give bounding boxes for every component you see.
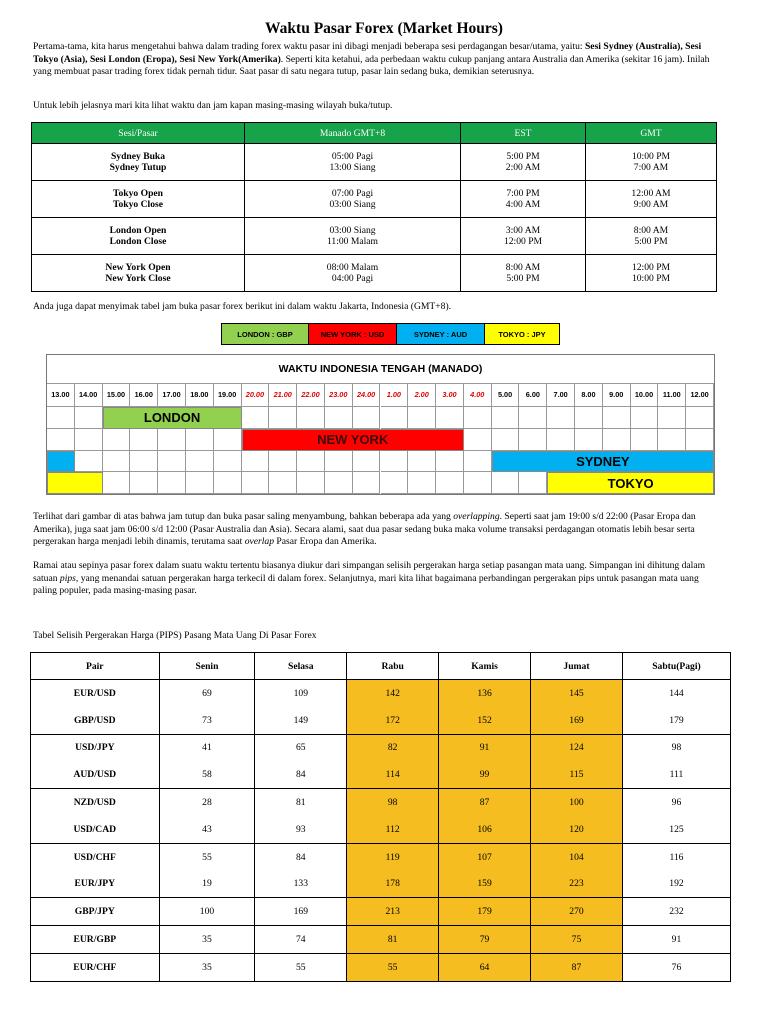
schedule-cell — [75, 451, 103, 473]
schedule-cell — [242, 472, 270, 494]
schedule-cell — [269, 472, 297, 494]
sessions-cell — [245, 255, 461, 292]
legend-item: TOKYO : JPY — [485, 324, 559, 344]
sessions-table — [31, 122, 717, 292]
schedule-cell — [297, 407, 325, 429]
hour-cell: 3.00 — [436, 383, 464, 407]
pips-value-cell: 133 — [255, 871, 347, 898]
pips-value-cell: 99 — [439, 761, 531, 788]
schedule-cell — [381, 472, 409, 494]
hour-cell: 19.00 — [214, 383, 242, 407]
sessions-cell — [32, 255, 245, 292]
schedule-cell — [686, 407, 714, 429]
schedule-cell — [408, 451, 436, 473]
schedule-cell — [103, 429, 131, 451]
sessions-cell-line: 5:00 PM — [506, 273, 540, 284]
schedule-cell — [158, 451, 186, 473]
sessions-cell-line: 13:00 Siang — [329, 162, 376, 173]
page-title: Waktu Pasar Forex (Market Hours) — [265, 20, 503, 37]
session-bar: TOKYO — [547, 472, 714, 494]
pips-pair-cell: NZD/USD — [31, 789, 160, 816]
pips-pair-cell: GBP/JPY — [31, 898, 160, 926]
schedule-cell — [269, 451, 297, 473]
pips-value-cell: 98 — [622, 734, 730, 761]
sessions-header-row — [32, 123, 717, 144]
schedule-cell — [214, 451, 242, 473]
pips-value-cell: 179 — [439, 898, 531, 926]
pips-value-cell: 192 — [622, 871, 730, 898]
sessions-cell — [245, 218, 461, 255]
pips-value-cell: 35 — [159, 953, 255, 981]
sessions-cell-line: 12:00 AM — [631, 187, 671, 199]
hour-cell: 17.00 — [158, 383, 186, 407]
sessions-header-cell: GMT — [586, 123, 717, 144]
sessions-cell-line: 3:00 AM — [505, 224, 541, 236]
pips-value-cell: 119 — [347, 843, 439, 870]
hour-cell: 18.00 — [186, 383, 214, 407]
pips-row — [31, 680, 731, 707]
pips-header-cell: Rabu — [347, 653, 439, 680]
overlap-text-c: Pasar Eropa dan Amerika. — [274, 536, 377, 547]
sessions-cell — [461, 144, 586, 181]
pips-value-cell: 35 — [159, 926, 255, 954]
pips-value-cell: 79 — [439, 926, 531, 954]
hour-cell: 10.00 — [631, 383, 659, 407]
pips-value-cell: 114 — [347, 761, 439, 788]
schedule-cell — [297, 472, 325, 494]
pips-value-cell: 112 — [347, 816, 439, 843]
sessions-cell-line: 07:00 Pagi — [331, 187, 374, 199]
sessions-cell — [32, 144, 245, 181]
hour-cell: 21.00 — [269, 383, 297, 407]
pips-value-cell: 100 — [531, 789, 623, 816]
pips-pair-cell: USD/CAD — [31, 816, 160, 843]
pips-value-cell: 107 — [439, 843, 531, 870]
pips-value-cell: 41 — [159, 734, 255, 761]
schedule-cell — [464, 429, 492, 451]
market-schedule-grid — [46, 354, 715, 495]
schedule-cell — [75, 429, 103, 451]
session-bar: NEW YORK — [242, 429, 464, 451]
sessions-row — [32, 144, 717, 181]
pips-row — [31, 898, 731, 926]
hour-cell: 8.00 — [575, 383, 603, 407]
legend-item: LONDON : GBP — [222, 324, 309, 344]
pips-value-cell: 81 — [347, 926, 439, 954]
session-bar: LONDON — [103, 407, 242, 429]
pips-row — [31, 761, 731, 788]
sessions-cell-line: 2:00 AM — [505, 162, 541, 173]
sessions-cell-line: 9:00 AM — [633, 199, 669, 210]
pips-value-cell: 65 — [255, 734, 347, 761]
pips-value-cell: 270 — [531, 898, 623, 926]
pips-value-cell: 75 — [531, 926, 623, 954]
pips-row — [31, 953, 731, 981]
sessions-cell-line: New York Close — [105, 273, 171, 284]
pips-value-cell: 93 — [255, 816, 347, 843]
pips-pair-cell: USD/JPY — [31, 734, 160, 761]
pips-value-cell: 91 — [439, 734, 531, 761]
sessions-cell — [461, 218, 586, 255]
sessions-header-cell: Manado GMT+8 — [245, 123, 461, 144]
pips-header-cell: Sabtu(Pagi) — [622, 653, 730, 680]
pips-value-cell: 96 — [622, 789, 730, 816]
sessions-cell-line: London Close — [109, 236, 167, 247]
hour-cell: 2.00 — [408, 383, 436, 407]
schedule-cell — [130, 429, 158, 451]
sessions-row — [32, 218, 717, 255]
legend-item: SYDNEY : AUD — [397, 324, 485, 344]
pips-value-cell: 172 — [347, 707, 439, 734]
pips-header-cell: Selasa — [255, 653, 347, 680]
schedule-cell — [381, 407, 409, 429]
schedule-cell — [519, 429, 547, 451]
pips-pair-cell: AUD/USD — [31, 761, 160, 788]
pips-value-cell: 100 — [159, 898, 255, 926]
sessions-cell-line: New York Open — [105, 261, 171, 273]
sessions-cell-line: 05:00 Pagi — [331, 150, 374, 162]
schedule-cell — [603, 429, 631, 451]
pips-value-cell: 179 — [622, 707, 730, 734]
pips-value-cell: 84 — [255, 843, 347, 870]
schedule-cell — [214, 472, 242, 494]
schedule-cell — [158, 429, 186, 451]
pips-value-cell: 169 — [255, 898, 347, 926]
pips-value-cell: 69 — [159, 680, 255, 707]
pips-pair-cell: EUR/GBP — [31, 926, 160, 954]
schedule-cell — [186, 472, 214, 494]
pips-value-cell: 28 — [159, 789, 255, 816]
sessions-cell-line: Tokyo Close — [112, 199, 164, 210]
hour-cell: 1.00 — [381, 383, 409, 407]
sessions-cell-line: 03:00 Siang — [329, 199, 376, 210]
pips-value-cell: 149 — [255, 707, 347, 734]
pips-value-cell: 55 — [255, 953, 347, 981]
sessions-cell — [461, 255, 586, 292]
sessions-cell-line: Sydney Buka — [110, 150, 166, 162]
hour-cell: 16.00 — [130, 383, 158, 407]
schedule-cell — [269, 407, 297, 429]
pips-pair-cell: EUR/CHF — [31, 953, 160, 981]
pips-header-row — [31, 653, 731, 680]
pips-value-cell: 55 — [159, 843, 255, 870]
schedule-cell — [325, 472, 353, 494]
pips-value-cell: 125 — [622, 816, 730, 843]
pips-value-cell: 55 — [347, 953, 439, 981]
pips-value-cell: 232 — [622, 898, 730, 926]
hour-cell: 22.00 — [297, 383, 325, 407]
pips-value-cell: 178 — [347, 871, 439, 898]
pips-row — [31, 816, 731, 843]
schedule-cell — [47, 407, 75, 429]
schedule-cell — [47, 429, 75, 451]
hour-cell: 15.00 — [103, 383, 131, 407]
sessions-cell-line: 5:00 PM — [506, 150, 540, 162]
pips-value-cell: 98 — [347, 789, 439, 816]
hour-cell: 24.00 — [353, 383, 381, 407]
sessions-cell — [586, 218, 717, 255]
sessions-cell-line: 7:00 AM — [633, 162, 669, 173]
pips-pair-cell: USD/CHF — [31, 843, 160, 870]
sessions-cell-line: 8:00 AM — [633, 224, 669, 236]
pips-header-cell: Senin — [159, 653, 255, 680]
sessions-cell — [461, 181, 586, 218]
sessions-cell-line: 10:00 PM — [631, 150, 671, 162]
pips-value-cell: 136 — [439, 680, 531, 707]
schedule-cell — [436, 451, 464, 473]
pips-value-cell: 87 — [531, 953, 623, 981]
sessions-cell-line: 8:00 AM — [505, 261, 541, 273]
schedule-cell — [297, 451, 325, 473]
pips-value-cell: 84 — [255, 761, 347, 788]
hour-cell: 9.00 — [603, 383, 631, 407]
hour-cell: 20.00 — [242, 383, 270, 407]
pips-value-cell: 73 — [159, 707, 255, 734]
schedule-cell — [242, 451, 270, 473]
pips-header-cell: Jumat — [531, 653, 623, 680]
schedule-cell — [325, 407, 353, 429]
schedule-cell — [492, 407, 520, 429]
sessions-header-cell: Sesi/Pasar — [32, 123, 245, 144]
pips-row — [31, 707, 731, 734]
pips-value-cell: 104 — [531, 843, 623, 870]
schedule-cell — [436, 407, 464, 429]
schedule-cell — [519, 407, 547, 429]
schedule-intro: Anda juga dapat menyimak tabel jam buka pasar forex berikut ini dalam waktu Jakarta, Indonesia (GMT+8). — [33, 301, 452, 312]
schedule-cell — [103, 472, 131, 494]
sessions-cell-line: 12:00 PM — [503, 236, 543, 247]
schedule-cell — [130, 472, 158, 494]
session-bar: SYDNEY — [492, 451, 714, 473]
schedule-cell — [353, 472, 381, 494]
pips-value-cell: 43 — [159, 816, 255, 843]
hour-cell: 6.00 — [519, 383, 547, 407]
sessions-cell-line: 08:00 Malam — [326, 261, 379, 273]
pips-row — [31, 734, 731, 761]
market-legend — [221, 323, 560, 345]
schedule-cell — [492, 429, 520, 451]
schedule-cell — [547, 407, 575, 429]
schedule-cell — [519, 472, 547, 494]
schedule-cell — [158, 472, 186, 494]
intro-text-a: Pertama-tama, kita harus mengetahui bahwa dalam trading forex waktu pasar ini dibagi menjadi beberapa sesi perdagangan besar/utama, yaitu: — [33, 41, 585, 52]
pips-value-cell: 58 — [159, 761, 255, 788]
sessions-cell-line: 5:00 PM — [634, 236, 668, 247]
sessions-cell — [586, 181, 717, 218]
sessions-cell — [32, 181, 245, 218]
schedule-cell — [75, 407, 103, 429]
sessions-cell-line: 12:00 PM — [631, 261, 671, 273]
schedule-cell — [464, 451, 492, 473]
pips-header-cell: Pair — [31, 653, 160, 680]
pips-value-cell: 109 — [255, 680, 347, 707]
schedule-cell — [103, 451, 131, 473]
sessions-row — [32, 255, 717, 292]
pips-value-cell: 64 — [439, 953, 531, 981]
pips-value-cell: 19 — [159, 871, 255, 898]
legend-item: NEW YORK : USD — [309, 324, 397, 344]
pips-value-cell: 115 — [531, 761, 623, 788]
pips-value-cell: 116 — [622, 843, 730, 870]
sessions-cell-line: 11:00 Malam — [326, 236, 379, 247]
pips-paragraph — [33, 560, 723, 598]
hour-cell: 23.00 — [325, 383, 353, 407]
hour-cell: 5.00 — [492, 383, 520, 407]
schedule-cell — [575, 429, 603, 451]
pips-table — [30, 652, 731, 982]
hour-cell: 14.00 — [75, 383, 103, 407]
hour-cell: 11.00 — [658, 383, 686, 407]
pips-value-cell: 145 — [531, 680, 623, 707]
pips-value-cell: 76 — [622, 953, 730, 981]
sessions-cell — [245, 181, 461, 218]
schedule-cell — [186, 429, 214, 451]
pips-value-cell: 223 — [531, 871, 623, 898]
schedule-cell — [631, 407, 659, 429]
pips-value-cell: 213 — [347, 898, 439, 926]
sessions-cell-line: 04:00 Pagi — [331, 273, 374, 284]
sessions-cell-line: 10:00 PM — [631, 273, 671, 284]
schedule-cell — [603, 407, 631, 429]
sessions-cell-line: 4:00 AM — [505, 199, 541, 210]
sessions-cell-line: London Open — [109, 224, 167, 236]
pips-value-cell: 144 — [622, 680, 730, 707]
schedule-cell — [492, 472, 520, 494]
sessions-row — [32, 181, 717, 218]
intro-paragraph-2: Untuk lebih jelasnya mari kita lihat waktu dan jam kapan masing-masing wilayah buka/tutup. — [33, 100, 393, 111]
pips-value-cell: 152 — [439, 707, 531, 734]
pips-pair-cell: EUR/JPY — [31, 871, 160, 898]
overlap-italic-2: overlap — [244, 536, 275, 547]
schedule-cell — [686, 429, 714, 451]
schedule-cell — [353, 407, 381, 429]
pips-value-cell: 124 — [531, 734, 623, 761]
pips-header-cell: Kamis — [439, 653, 531, 680]
sessions-cell — [245, 144, 461, 181]
pips-value-cell: 142 — [347, 680, 439, 707]
intro-sessions-bold: Sesi Sydney (Australia), Sesi Tokyo (Asia), Sesi London (Eropa), Sesi New York(Amerika) — [33, 41, 702, 65]
sessions-header-cell: EST — [461, 123, 586, 144]
pips-row — [31, 843, 731, 870]
hour-cell: 7.00 — [547, 383, 575, 407]
pips-pair-cell: EUR/USD — [31, 680, 160, 707]
schedule-cell — [242, 407, 270, 429]
pips-value-cell: 74 — [255, 926, 347, 954]
sessions-cell — [586, 255, 717, 292]
pips-text-b: , yang menandai satuan pergerakan harga terkecil di dalam forex. Selanjutnya, mari kita lihat bagaimana perbandingan pergerakan pips untuk pasangan mata uang paling populer, pada masing-masing pasar. — [33, 572, 699, 596]
hour-cell: 13.00 — [47, 383, 75, 407]
pips-value-cell: 111 — [622, 761, 730, 788]
pips-value-cell: 91 — [622, 926, 730, 954]
pips-italic: pips — [59, 572, 76, 584]
pips-row — [31, 871, 731, 898]
pips-value-cell: 106 — [439, 816, 531, 843]
sessions-cell — [32, 218, 245, 255]
schedule-cell — [658, 407, 686, 429]
pips-value-cell: 82 — [347, 734, 439, 761]
pips-row — [31, 789, 731, 816]
sessions-cell-line: 7:00 PM — [506, 187, 540, 199]
hour-cell: 4.00 — [464, 383, 492, 407]
sessions-cell — [586, 144, 717, 181]
schedule-cell — [408, 472, 436, 494]
pips-value-cell: 87 — [439, 789, 531, 816]
pips-row — [31, 926, 731, 954]
schedule-title: WAKTU INDONESIA TENGAH (MANADO) — [47, 355, 714, 384]
schedule-cell — [214, 429, 242, 451]
overlap-text-b: . Seperti saat jam 19:00 s/d 22:00 (Pasar Eropa dan Amerika), juga saat jam 06:00 s/d 12:00 (Pasar Australia dan Asia). Secara alami, saat dua pasar sedang buka maka volume transaksi perdagangan otomatis lebih besar serta pergerakan harga menjadi lebih dinamis, terutama saat — [33, 511, 696, 547]
overlap-paragraph — [33, 511, 723, 549]
pips-value-cell: 169 — [531, 707, 623, 734]
schedule-cell — [547, 429, 575, 451]
schedule-cell — [130, 451, 158, 473]
pips-pair-cell: GBP/USD — [31, 707, 160, 734]
schedule-cell — [575, 407, 603, 429]
pips-text-a: Ramai atau sepinya pasar forex dalam suatu waktu tertentu biasanya diukur dari simpangan selisih pergerakan harga setiap pasangan mata uang. Simpangan ini dihitung dalam satuan — [33, 560, 706, 584]
schedule-cells — [47, 383, 714, 494]
schedule-cell — [464, 407, 492, 429]
overlap-italic: overlapping — [453, 511, 500, 522]
hour-cell: 12.00 — [686, 383, 714, 407]
schedule-cell — [408, 407, 436, 429]
intro-text-c: . Seperti kita ketahui, ada perbedaan waktu cukup panjang antara Australia dan Amerika (sekitar 16 jam). Inilah yang membuat pasar trading forex tidak pernah tidur. Saat pasar di satu negara tutup, pasar lain sedang buka, demikian seterusnya. — [33, 53, 710, 77]
schedule-cell — [325, 451, 353, 473]
session-bar — [47, 472, 103, 494]
session-bar — [47, 451, 75, 473]
intro-paragraph — [33, 41, 723, 79]
schedule-cell — [631, 429, 659, 451]
sessions-cell-line: 03:00 Siang — [329, 224, 376, 236]
pips-table-caption: Tabel Selisih Pergerakan Harga (PIPS) Pasang Mata Uang Di Pasar Forex — [33, 630, 317, 641]
schedule-cell — [464, 472, 492, 494]
schedule-cell — [381, 451, 409, 473]
pips-value-cell: 120 — [531, 816, 623, 843]
pips-value-cell: 159 — [439, 871, 531, 898]
schedule-cell — [353, 451, 381, 473]
schedule-cell — [186, 451, 214, 473]
sessions-cell-line: Sydney Tutup — [109, 162, 167, 173]
schedule-cell — [436, 472, 464, 494]
sessions-cell-line: Tokyo Open — [112, 187, 164, 199]
schedule-cell — [658, 429, 686, 451]
pips-value-cell: 81 — [255, 789, 347, 816]
overlap-text-a: Terlihat dari gambar di atas bahwa jam tutup dan buka pasar saling menyambung, bahkan beberapa ada yang — [33, 511, 454, 522]
